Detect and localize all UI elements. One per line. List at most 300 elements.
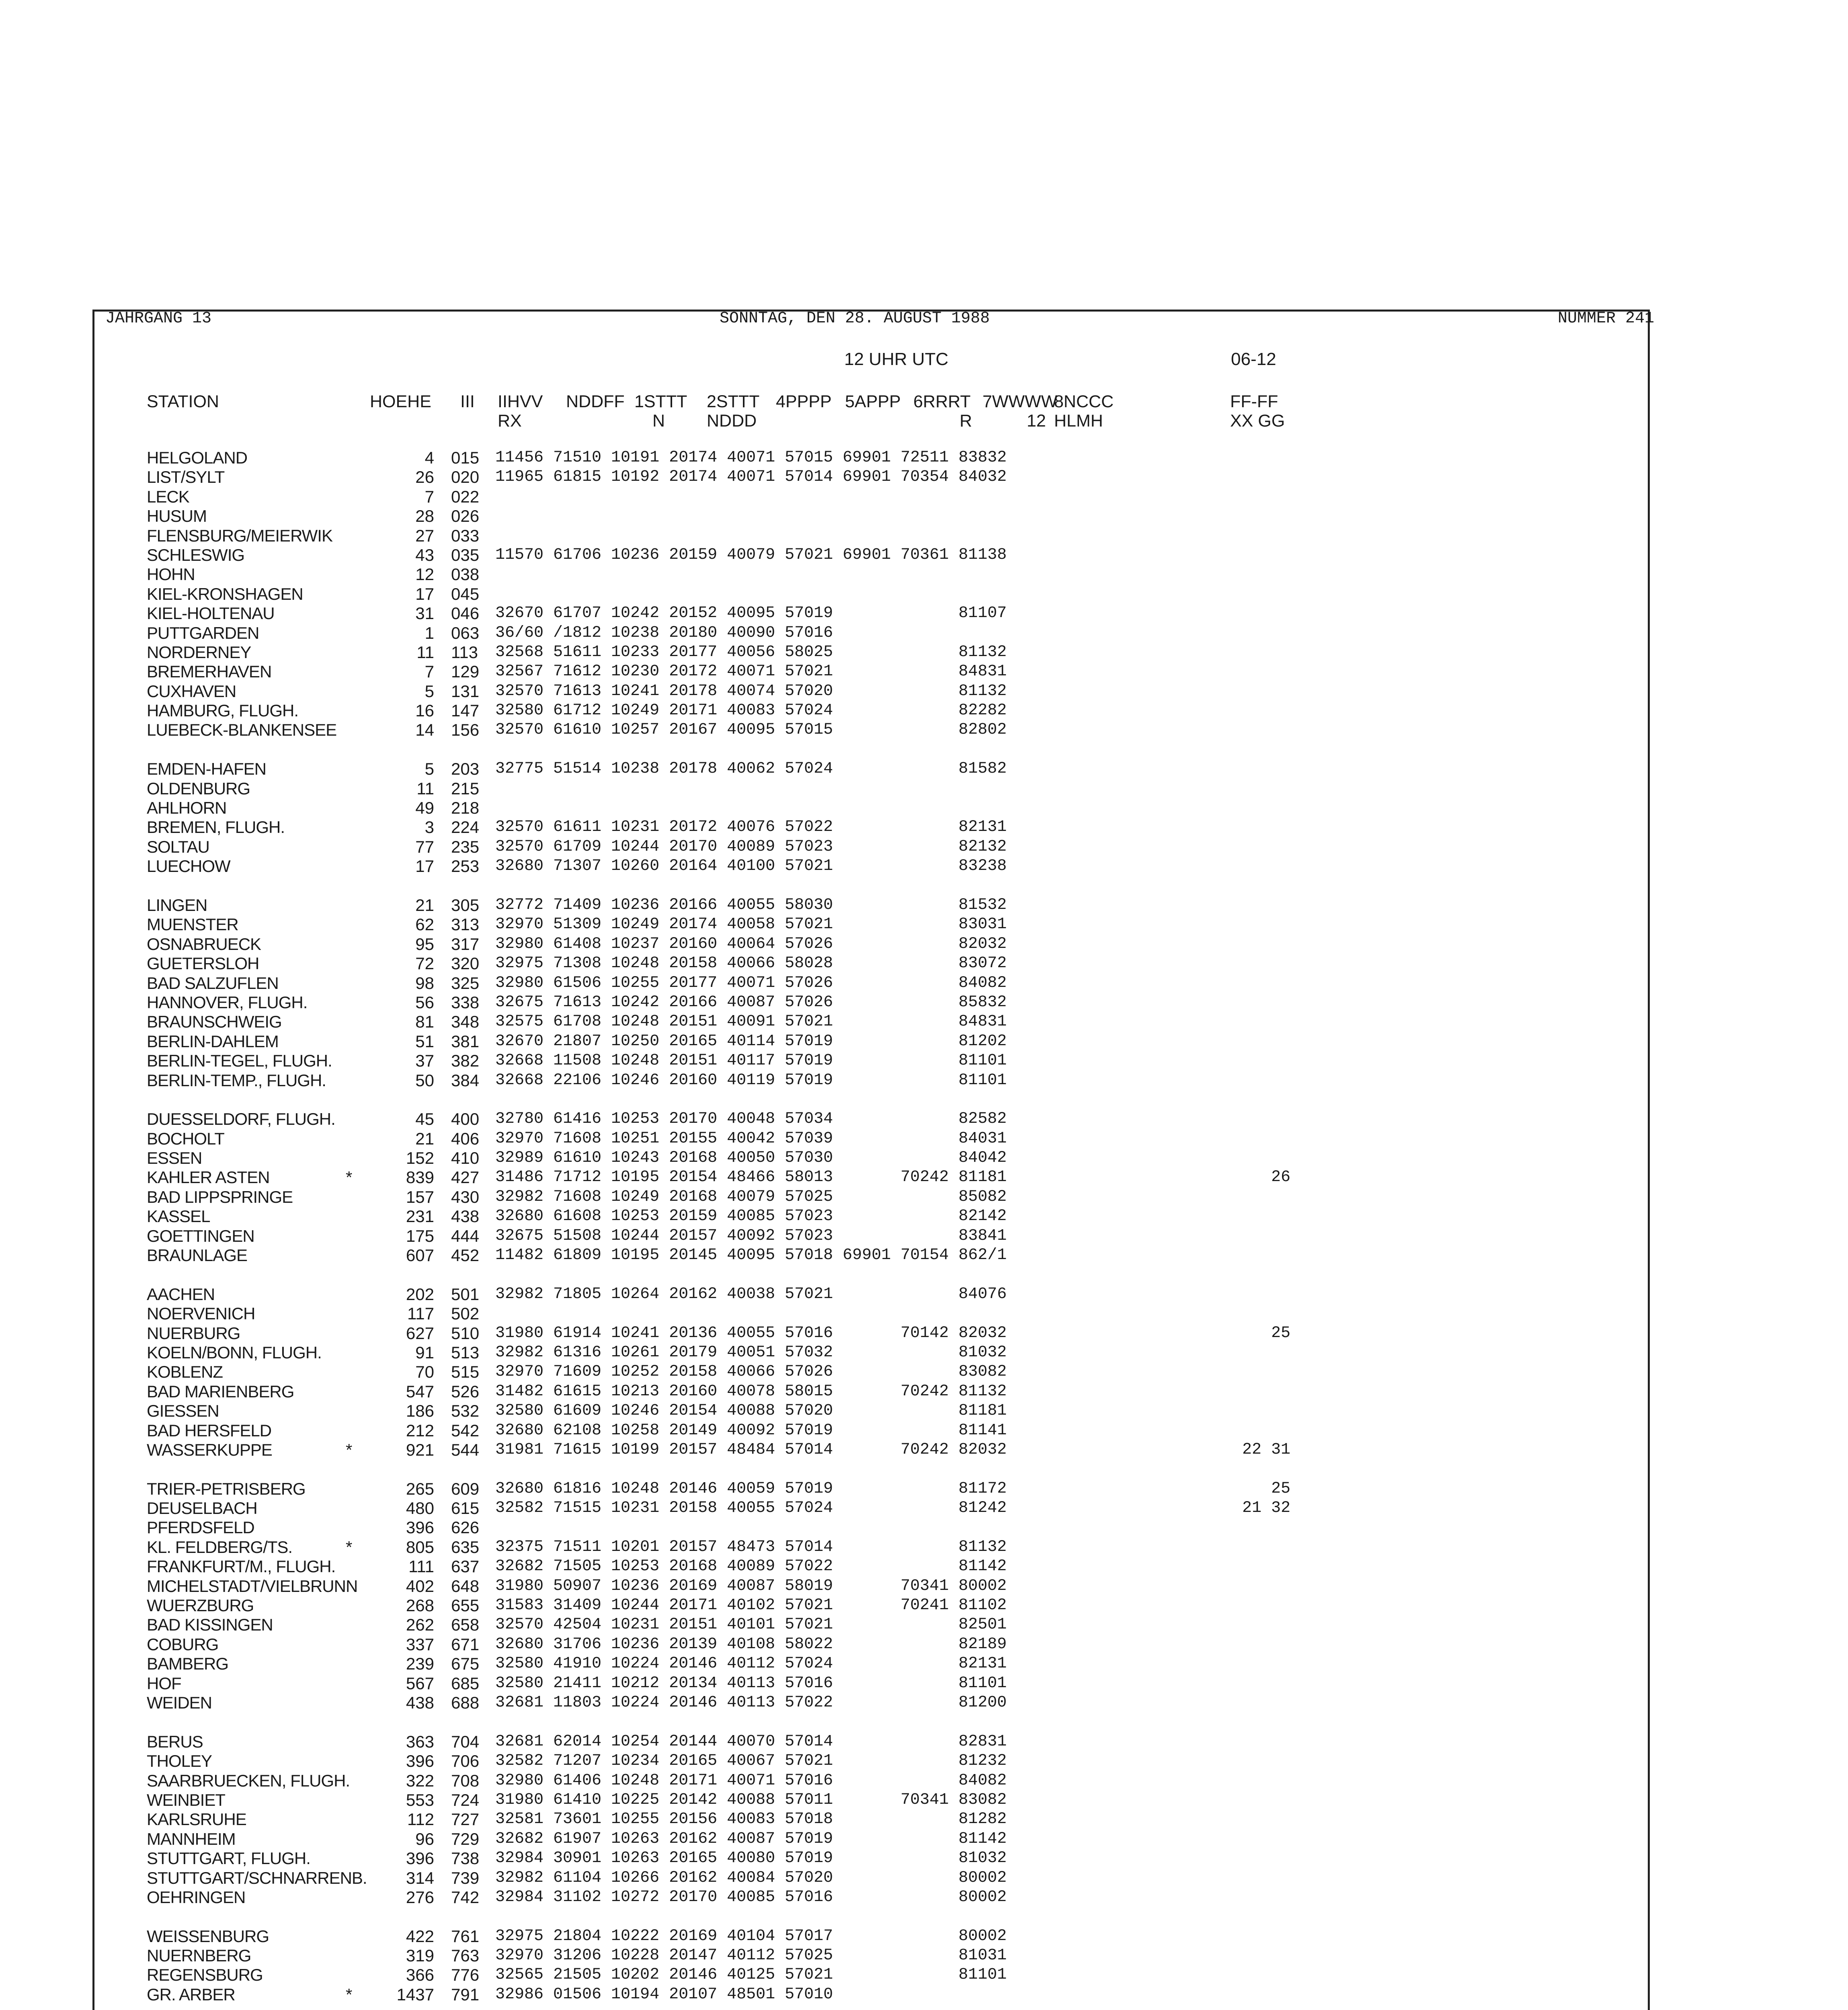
station-hoehe: 7 — [425, 487, 434, 506]
station-name: WUERZBURG — [147, 1596, 254, 1615]
station-name: WEINBIET — [147, 1790, 226, 1809]
station-hoehe: 607 — [406, 1246, 434, 1265]
station-codes: 32681 11803 10224 20146 40113 57022 81200 — [495, 1694, 1007, 1712]
station-table — [0, 448, 1848, 2010]
station-codes: 11965 61815 10192 20174 40071 57014 69901 70354 84032 — [495, 468, 1007, 486]
station-name: LECK — [147, 487, 189, 506]
date-label: SONNTAG, DEN 28. AUGUST 1988 — [720, 310, 990, 328]
station-hoehe: 5 — [425, 759, 434, 779]
table-row — [0, 546, 1848, 565]
station-hoehe: 319 — [406, 1946, 434, 1965]
station-iii: 156 — [451, 720, 480, 740]
station-codes: 32970 71609 10252 20158 40066 57026 83082 — [495, 1363, 1007, 1381]
station-codes: 31981 71615 10199 20157 48484 57014 70242 82032 — [495, 1440, 1007, 1459]
station-name: BAD KISSINGEN — [147, 1615, 273, 1635]
station-codes: 32680 71307 10260 20164 40100 57021 83238 — [495, 857, 1007, 876]
station-ff: 22 31 — [1242, 1440, 1290, 1459]
station-iii: 320 — [451, 954, 480, 973]
station-name: PFERDSFELD — [147, 1518, 254, 1537]
station-codes: 32670 21807 10250 20165 40114 57019 81202 — [495, 1032, 1007, 1050]
station-hoehe: 627 — [406, 1323, 434, 1343]
station-ff: 26 — [1271, 1168, 1290, 1187]
station-name: WASSERKUPPE — [147, 1440, 272, 1459]
table-row — [0, 1304, 1848, 1323]
station-codes: 32975 21804 10222 20169 40104 57017 80002 — [495, 1927, 1007, 1945]
station-iii: 791 — [451, 1985, 480, 2004]
station-codes: 32570 61709 10244 20170 40089 57023 82132 — [495, 837, 1007, 856]
station-iii: 513 — [451, 1343, 480, 1362]
table-row — [0, 1771, 1848, 1791]
station-name: BAD HERSFELD — [147, 1421, 272, 1440]
station-codes: 32570 61611 10231 20172 40076 57022 82131 — [495, 818, 1007, 837]
col-2sttt: 2STTT NDDD — [707, 392, 760, 431]
col-1sttt: 1STTT N — [634, 392, 687, 431]
station-iii: 724 — [451, 1790, 480, 1809]
station-hoehe: 50 — [415, 1071, 434, 1090]
table-row — [0, 604, 1848, 623]
station-iii: 406 — [451, 1129, 480, 1148]
station-codes: 32980 61406 10248 20171 40071 57016 84082 — [495, 1771, 1007, 1790]
station-hoehe: 202 — [406, 1284, 434, 1304]
station-hoehe: 553 — [406, 1790, 434, 1809]
station-name: KARLSRUHE — [147, 1810, 246, 1829]
station-codes: 32582 71515 10231 20158 40055 57024 81242 — [495, 1499, 1007, 1518]
table-row — [0, 526, 1848, 546]
station-hoehe: 16 — [415, 701, 434, 720]
station-hoehe: 17 — [415, 584, 434, 603]
station-iii: 704 — [451, 1732, 480, 1751]
station-name: HOHN — [147, 565, 195, 584]
station-iii: 542 — [451, 1421, 480, 1440]
table-row — [0, 1830, 1848, 1849]
station-iii: 501 — [451, 1284, 480, 1304]
table-row — [0, 837, 1848, 857]
station-codes: 32989 61610 10243 20168 40050 57030 84042 — [495, 1149, 1007, 1167]
station-hoehe: 11 — [416, 779, 434, 798]
station-codes: 32570 61610 10257 20167 40095 57015 82802 — [495, 721, 1007, 739]
station-name: KAHLER ASTEN — [147, 1168, 270, 1187]
table-row — [0, 896, 1848, 915]
station-codes: 32680 31706 10236 20139 40108 58022 82189 — [495, 1635, 1007, 1653]
table-row — [0, 487, 1848, 507]
station-hoehe: 77 — [415, 837, 434, 856]
table-row — [0, 1985, 1848, 2004]
station-hoehe: 5 — [425, 681, 434, 701]
station-codes: 32680 61608 10253 20159 40085 57023 82142 — [495, 1207, 1007, 1226]
station-hoehe: 27 — [415, 526, 434, 545]
table-row — [0, 1110, 1848, 1129]
station-hoehe: 152 — [406, 1149, 434, 1168]
station-hoehe: 438 — [406, 1693, 434, 1712]
station-hoehe: 157 — [406, 1187, 434, 1206]
station-codes: 32975 71308 10248 20158 40066 58028 83072 — [495, 954, 1007, 973]
table-row — [0, 1479, 1848, 1499]
station-hoehe: 839 — [406, 1168, 434, 1187]
station-hoehe: 112 — [407, 1810, 434, 1829]
table-row — [0, 1246, 1848, 1265]
station-name: AHLHORN — [147, 798, 227, 818]
station-name: HELGOLAND — [147, 448, 248, 467]
station-codes: 32680 62108 10258 20149 40092 57019 81141 — [495, 1421, 1007, 1440]
group-gap — [0, 1090, 1848, 1110]
station-name: SOLTAU — [147, 837, 209, 856]
station-hoehe: 45 — [415, 1110, 434, 1129]
station-codes: 11570 61706 10236 20159 40079 57021 69901 70361 81138 — [495, 546, 1007, 564]
station-codes: 32675 51508 10244 20157 40092 57023 83841 — [495, 1227, 1007, 1245]
station-hoehe: 11 — [416, 642, 434, 662]
station-hoehe: 62 — [415, 915, 434, 934]
table-row — [0, 1635, 1848, 1654]
station-codes: 32580 41910 10224 20146 40112 57024 82131 — [495, 1655, 1007, 1673]
station-iii: 147 — [451, 701, 480, 720]
station-iii: 637 — [451, 1557, 480, 1576]
station-iii: 129 — [451, 662, 480, 681]
station-hoehe: 17 — [415, 857, 434, 876]
station-name: MICHELSTADT/VIELBRUNN — [147, 1576, 358, 1596]
station-codes: 32980 61506 10255 20177 40071 57026 84082 — [495, 974, 1007, 992]
table-row — [0, 1965, 1848, 1985]
station-name: KIEL-KRONSHAGEN — [147, 584, 303, 603]
table-row — [0, 468, 1848, 487]
col-iii: III — [460, 392, 475, 411]
station-iii: 046 — [451, 604, 480, 623]
station-name: WEIDEN — [147, 1693, 212, 1712]
table-row — [0, 701, 1848, 720]
station-codes: 32772 71409 10236 20166 40055 58030 81532 — [495, 896, 1007, 914]
group-gap — [0, 1265, 1848, 1284]
table-row — [0, 974, 1848, 993]
station-hoehe: 547 — [406, 1382, 434, 1401]
station-name: OSNABRUECK — [147, 934, 261, 954]
station-name: TRIER-PETRISBERG — [147, 1479, 306, 1498]
station-iii: 224 — [451, 818, 480, 837]
table-row — [0, 1557, 1848, 1576]
station-codes: 32982 61316 10261 20179 40051 57032 81032 — [495, 1343, 1007, 1362]
table-row — [0, 1324, 1848, 1343]
group-gap — [0, 1460, 1848, 1479]
table-row — [0, 1362, 1848, 1382]
station-iii: 776 — [451, 1965, 480, 1985]
station-codes: 32984 31102 10272 20170 40085 57016 80002 — [495, 1888, 1007, 1906]
table-row — [0, 1343, 1848, 1362]
station-iii: 742 — [451, 1887, 480, 1907]
station-name: SAARBRUECKEN, FLUGH. — [147, 1771, 350, 1790]
table-row — [0, 1538, 1848, 1557]
station-codes: 32565 21505 10202 20146 40125 57021 81101 — [495, 1966, 1007, 1984]
station-name: BAD MARIENBERG — [147, 1382, 294, 1401]
station-hoehe: 396 — [406, 1849, 434, 1868]
table-row — [0, 1674, 1848, 1693]
station-hoehe: 96 — [415, 1829, 434, 1848]
station-hoehe: 422 — [406, 1926, 434, 1946]
station-hoehe: 805 — [406, 1537, 434, 1557]
station-iii: 038 — [451, 565, 480, 584]
station-hoehe: 239 — [406, 1654, 434, 1674]
col-7wwww: 7WWWW 12 — [982, 392, 1058, 431]
station-name: STUTTGART/SCHNARRENB. — [147, 1868, 367, 1887]
station-name: GUETERSLOH — [147, 954, 259, 973]
station-iii: 658 — [451, 1615, 480, 1635]
table-row — [0, 1207, 1848, 1226]
station-hoehe: 72 — [415, 954, 434, 973]
station-iii: 325 — [451, 973, 480, 993]
table-row — [0, 1499, 1848, 1518]
station-iii: 410 — [451, 1149, 480, 1168]
table-row — [0, 1285, 1848, 1304]
station-hoehe: 175 — [406, 1226, 434, 1245]
station-name: BERLIN-DAHLEM — [147, 1032, 279, 1051]
station-mark: * — [346, 1985, 353, 2004]
table-row — [0, 1654, 1848, 1674]
station-codes: 32775 51514 10238 20178 40062 57024 81582 — [495, 760, 1007, 778]
station-hoehe: 7 — [425, 662, 434, 681]
station-name: KL. FELDBERG/TS. — [147, 1537, 293, 1557]
table-row — [0, 954, 1848, 973]
station-iii: 020 — [451, 468, 480, 487]
group-gap — [0, 740, 1848, 759]
station-codes: 32986 01506 10194 20107 48501 57010 — [495, 1985, 833, 2004]
station-name: LINGEN — [147, 895, 207, 915]
table-row — [0, 1051, 1848, 1071]
table-row — [0, 1227, 1848, 1246]
station-iii: 430 — [451, 1187, 480, 1206]
station-codes: 32970 71608 10251 20155 40042 57039 84031 — [495, 1129, 1007, 1148]
station-iii: 400 — [451, 1110, 480, 1129]
station-hoehe: 3 — [425, 818, 434, 837]
station-codes: 32570 71613 10241 20178 40074 57020 81132 — [495, 682, 1007, 700]
station-hoehe: 111 — [408, 1557, 434, 1576]
table-row — [0, 1868, 1848, 1888]
station-iii: 532 — [451, 1401, 480, 1421]
station-codes: 31583 31409 10244 20171 40102 57021 70241 81102 — [495, 1596, 1007, 1615]
station-hoehe: 28 — [415, 507, 434, 526]
table-row — [0, 1188, 1848, 1207]
station-hoehe: 265 — [406, 1479, 434, 1498]
station-iii: 218 — [451, 798, 480, 818]
station-codes: 32581 73601 10255 20156 40083 57018 81282 — [495, 1810, 1007, 1829]
station-name: PUTTGARDEN — [147, 623, 259, 642]
station-name: BREMEN, FLUGH. — [147, 818, 285, 837]
station-hoehe: 12 — [415, 565, 434, 584]
station-hoehe: 480 — [406, 1499, 434, 1518]
station-hoehe: 212 — [406, 1421, 434, 1440]
table-row — [0, 720, 1848, 740]
station-iii: 035 — [451, 545, 480, 564]
station-hoehe: 14 — [415, 720, 434, 740]
station-name: BAD SALZUFLEN — [147, 973, 279, 993]
table-row — [0, 1440, 1848, 1460]
station-name: DUESSELDORF, FLUGH. — [147, 1110, 335, 1129]
station-name: SCHLESWIG — [147, 545, 245, 564]
station-name: BERLIN-TEMP., FLUGH. — [147, 1071, 326, 1090]
table-row — [0, 779, 1848, 798]
table-row — [0, 507, 1848, 526]
station-codes: 32580 61712 10249 20171 40083 57024 82282 — [495, 701, 1007, 720]
station-ff: 25 — [1271, 1324, 1290, 1342]
period-label: 06-12 — [1231, 349, 1276, 369]
table-row — [0, 662, 1848, 681]
table-row — [0, 585, 1848, 604]
station-iii: 438 — [451, 1207, 480, 1226]
station-codes: 32984 30901 10263 20165 40080 57019 81032 — [495, 1849, 1007, 1868]
table-row — [0, 565, 1848, 584]
station-name: GOETTINGEN — [147, 1226, 254, 1245]
table-row — [0, 1071, 1848, 1090]
station-codes: 32970 31206 10228 20147 40112 57025 81031 — [495, 1946, 1007, 1965]
station-ff: 25 — [1271, 1479, 1290, 1498]
station-name: COBURG — [147, 1635, 219, 1654]
station-name: BAD LIPPSPRINGE — [147, 1187, 293, 1206]
station-iii: 685 — [451, 1674, 480, 1693]
station-iii: 635 — [451, 1537, 480, 1557]
station-iii: 427 — [451, 1168, 480, 1187]
table-row — [0, 1888, 1848, 1907]
station-codes: 32682 61907 10263 20162 40087 57019 81142 — [495, 1830, 1007, 1848]
station-iii: 708 — [451, 1771, 480, 1790]
table-row — [0, 818, 1848, 837]
station-codes: 32575 61708 10248 20151 40091 57021 84831 — [495, 1013, 1007, 1031]
station-name: DEUSELBACH — [147, 1499, 257, 1518]
station-codes: 31482 61615 10213 20160 40078 58015 70242 81132 — [495, 1382, 1007, 1401]
station-codes: 11456 71510 10191 20174 40071 57015 69901 72511 83832 — [495, 449, 1007, 467]
station-codes: 32580 61609 10246 20154 40088 57020 81181 — [495, 1402, 1007, 1420]
station-name: BRAUNLAGE — [147, 1246, 248, 1265]
group-gap — [0, 876, 1848, 896]
station-iii: 015 — [451, 448, 480, 467]
station-codes: 36/60 /1812 10238 20180 40090 57016 — [495, 624, 833, 642]
station-ff: 21 32 — [1242, 1499, 1290, 1518]
station-name: GIESSEN — [147, 1401, 219, 1421]
station-iii: 384 — [451, 1071, 480, 1090]
station-codes: 31486 71712 10195 20154 48466 58013 70242 81181 — [495, 1168, 1007, 1187]
table-row — [0, 1129, 1848, 1149]
station-hoehe: 366 — [406, 1965, 434, 1985]
station-codes: 32375 71511 10201 20157 48473 57014 81132 — [495, 1538, 1007, 1556]
station-iii: 761 — [451, 1926, 480, 1946]
station-hoehe: 567 — [406, 1674, 434, 1693]
station-name: EMDEN-HAFEN — [147, 759, 267, 779]
station-hoehe: 314 — [406, 1868, 434, 1887]
station-name: LUECHOW — [147, 857, 230, 876]
station-name: HOF — [147, 1674, 181, 1693]
station-iii: 235 — [451, 837, 480, 856]
station-iii: 338 — [451, 993, 480, 1012]
utc-label: 12 UHR UTC — [844, 349, 949, 369]
table-row — [0, 1693, 1848, 1713]
table-row — [0, 1149, 1848, 1168]
table-row — [0, 1401, 1848, 1421]
table-row — [0, 624, 1848, 643]
station-hoehe: 231 — [406, 1207, 434, 1226]
table-row — [0, 1615, 1848, 1635]
station-name: BERUS — [147, 1732, 203, 1751]
station-codes: 32682 71505 10253 20168 40089 57022 81142 — [495, 1557, 1007, 1576]
station-iii: 113 — [451, 642, 478, 662]
station-iii: 381 — [451, 1032, 480, 1051]
station-codes: 32680 61816 10248 20146 40059 57019 81172 — [495, 1479, 1007, 1498]
table-row — [0, 857, 1848, 876]
station-codes: 31980 61914 10241 20136 40055 57016 70142 82032 — [495, 1324, 1007, 1342]
station-iii: 203 — [451, 759, 480, 779]
station-hoehe: 95 — [415, 934, 434, 954]
station-name: KOELN/BONN, FLUGH. — [147, 1343, 322, 1362]
station-name: CUXHAVEN — [147, 681, 236, 701]
table-row — [0, 935, 1848, 954]
station-hoehe: 51 — [415, 1032, 434, 1051]
station-iii: 215 — [451, 779, 480, 798]
station-iii: 022 — [451, 487, 480, 506]
station-hoehe: 262 — [406, 1615, 434, 1635]
station-name: WEISSENBURG — [147, 1926, 269, 1946]
station-hoehe: 1437 — [396, 1985, 434, 2004]
station-iii: 348 — [451, 1012, 480, 1032]
table-row — [0, 1012, 1848, 1032]
station-name: BAMBERG — [147, 1654, 229, 1674]
group-gap — [0, 1907, 1848, 1926]
station-iii: 729 — [451, 1829, 480, 1848]
station-hoehe: 117 — [407, 1304, 434, 1323]
col-hoehe: HOEHE — [370, 392, 431, 411]
station-iii: 675 — [451, 1654, 480, 1674]
col-8nccc: 8NCCC HLMH — [1054, 392, 1114, 431]
station-iii: 544 — [451, 1440, 480, 1459]
table-row — [0, 915, 1848, 934]
table-row — [0, 1382, 1848, 1401]
station-name: BREMERHAVEN — [147, 662, 272, 681]
station-codes: 32980 61408 10237 20160 40064 57026 82032 — [495, 935, 1007, 953]
station-iii: 655 — [451, 1596, 480, 1615]
station-iii: 313 — [451, 915, 480, 934]
station-name: BERLIN-TEGEL, FLUGH. — [147, 1051, 332, 1071]
station-iii: 671 — [451, 1635, 480, 1654]
station-hoehe: 396 — [406, 1518, 434, 1537]
station-iii: 763 — [451, 1946, 480, 1965]
station-name: LIST/SYLT — [147, 468, 225, 487]
table-row — [0, 1421, 1848, 1440]
station-name: FRANKFURT/M., FLUGH. — [147, 1557, 336, 1576]
station-name: OLDENBURG — [147, 779, 250, 798]
station-iii: 033 — [451, 526, 480, 545]
station-name: BOCHOLT — [147, 1129, 224, 1148]
station-hoehe: 1 — [425, 623, 434, 642]
station-hoehe: 396 — [406, 1752, 434, 1771]
table-row — [0, 1032, 1848, 1051]
station-hoehe: 91 — [415, 1343, 434, 1362]
station-iii: 727 — [451, 1810, 480, 1829]
station-hoehe: 26 — [415, 468, 434, 487]
col-nddff: NDDFF — [566, 392, 625, 411]
station-name: OEHRINGEN — [147, 1887, 246, 1907]
station-hoehe: 43 — [415, 545, 434, 564]
station-iii: 688 — [451, 1693, 480, 1712]
station-hoehe: 56 — [415, 993, 434, 1012]
station-iii: 305 — [451, 895, 480, 915]
station-codes: 32982 61104 10266 20162 40084 57020 80002 — [495, 1868, 1007, 1887]
col-4pppp: 4PPPP — [776, 392, 832, 411]
station-hoehe: 31 — [415, 604, 434, 623]
station-iii: 452 — [451, 1246, 480, 1265]
station-codes: 32681 62014 10254 20144 40070 57014 82831 — [495, 1732, 1007, 1751]
station-iii: 706 — [451, 1752, 480, 1771]
station-hoehe: 4 — [425, 448, 434, 467]
station-hoehe: 921 — [406, 1440, 434, 1459]
station-mark: * — [346, 1537, 353, 1557]
station-name: KIEL-HOLTENAU — [147, 604, 275, 623]
table-row — [0, 1577, 1848, 1596]
station-iii: 444 — [451, 1226, 480, 1245]
col-station: STATION — [147, 392, 219, 411]
table-row — [0, 1732, 1848, 1752]
